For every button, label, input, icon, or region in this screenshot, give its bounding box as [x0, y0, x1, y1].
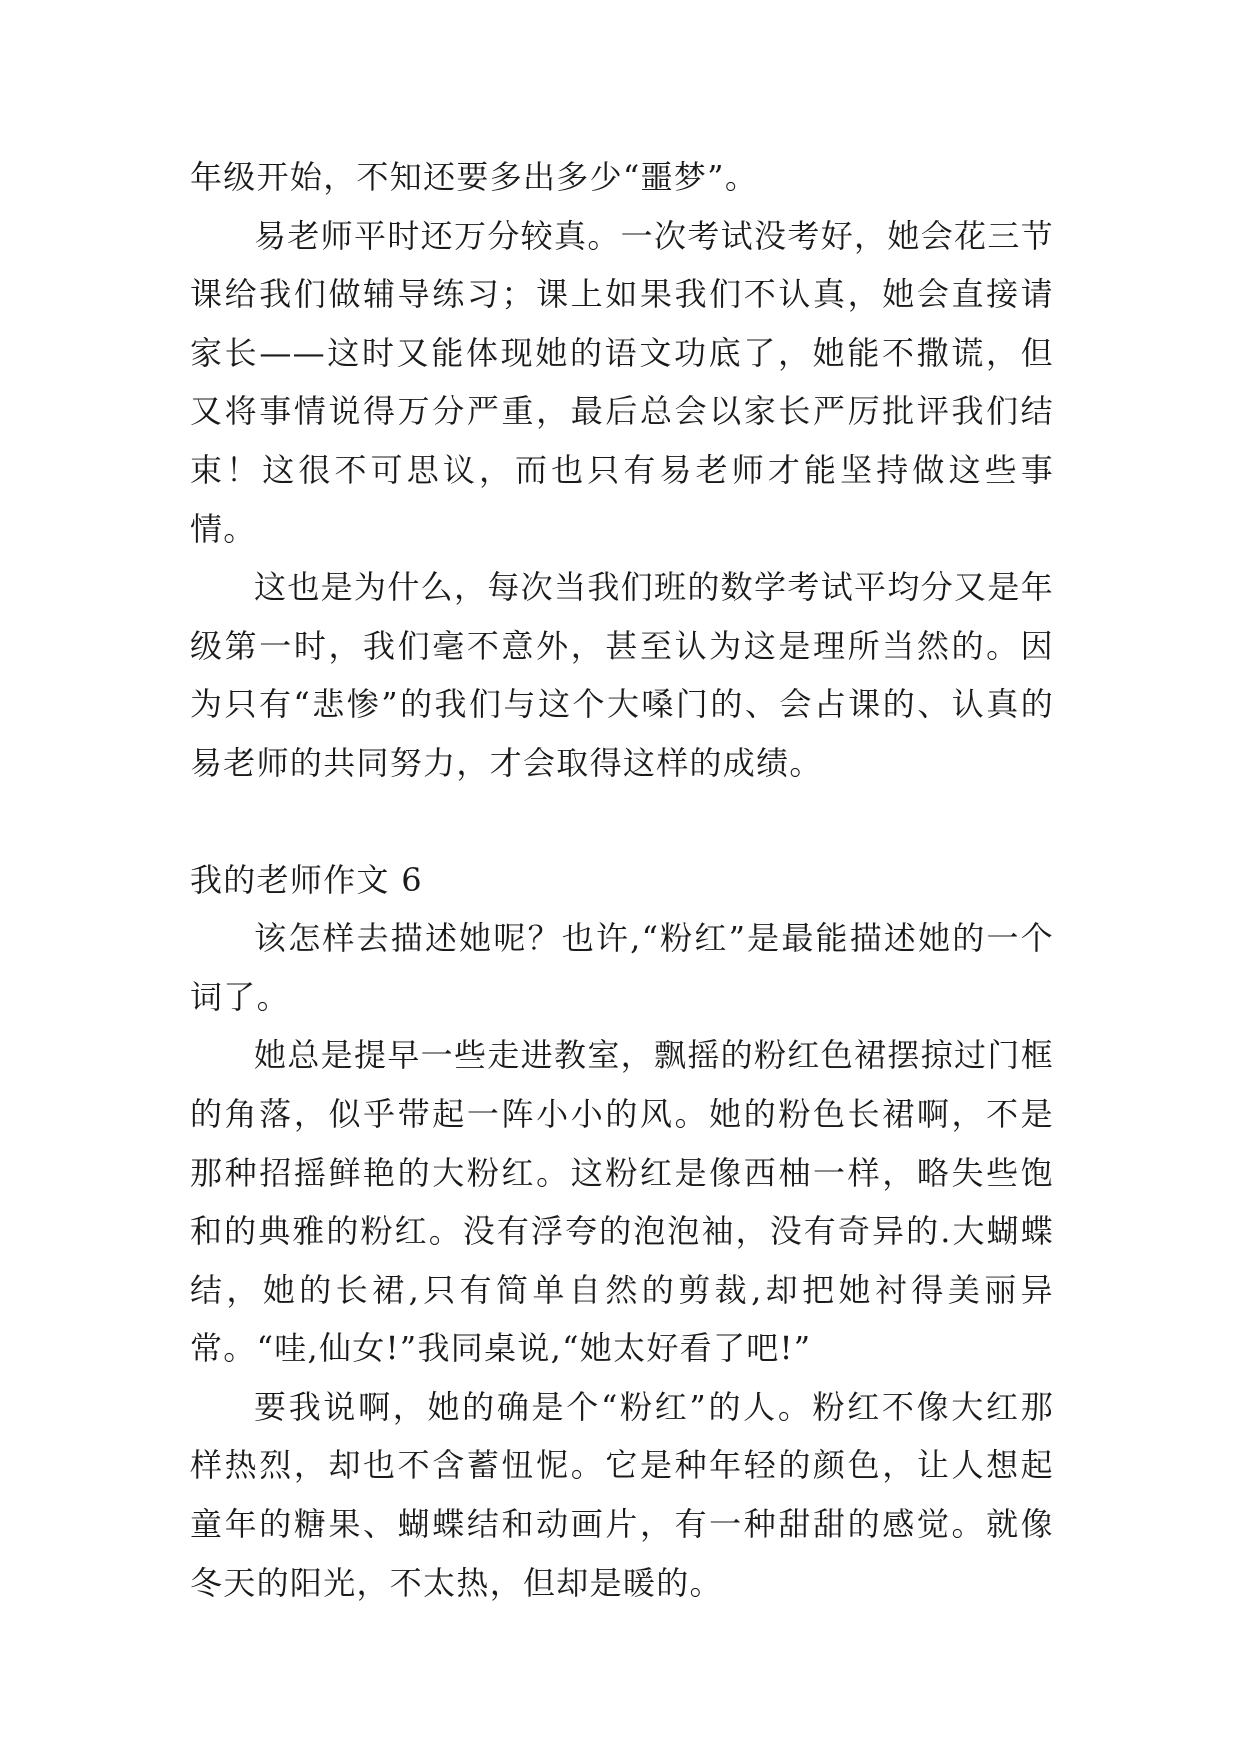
body-paragraph: 这也是为什么，每次当我们班的数学考试平均分又是年级第一时，我们毫不意外，甚至认为这是理所当然的。因为只有“悲惨”的我们与这个大嗓门的、会占课的、认真的易老师的共同努力，才会取得这样的成绩。: [190, 568, 1054, 782]
body-paragraph: 该怎样去描述她呢？也许,“粉红”是最能描述她的一个词了。: [190, 919, 1054, 1016]
body-paragraph: 要我说啊，她的确是个“粉红”的人。粉红不像大红那样热烈，却也不含蓄忸怩。它是种年轻的颜色，让人想起童年的糖果、蝴蝶结和动画片，有一种甜甜的感觉。就像冬天的阳光，不太热，但却是暖的。: [190, 1387, 1054, 1602]
continuation-paragraph: 年级开始，不知还要多出多少“噩梦”。: [190, 158, 759, 196]
document-body: [190, 148, 1054, 1612]
body-paragraph: 她总是提早一些走进教室，飘摇的粉红色裙摆掠过门框的角落，似乎带起一阵小小的风。她的粉色长裙啊，不是那种招摇鲜艳的大粉红。这粉红是像西柚一样，略失些饱和的典雅的粉红。没有浮夸的泡泡袖，没有奇异的.大蝴蝶结，她的长裙,只有简单自然的剪裁,却把她衬得美丽异常。“哇,仙女!”我同桌说,“她太好看了吧!”: [190, 1036, 1054, 1368]
section-heading: 我的老师作文 6: [190, 860, 423, 899]
body-paragraph: 易老师平时还万分较真。一次考试没考好，她会花三节课给我们做辅导练习；课上如果我们不认真，她会直接请家长——这时又能体现她的语文功底了，她能不撒谎，但又将事情说得万分严重，最后总会以家长严厉批评我们结束！这很不可思议，而也只有易老师才能坚持做这些事情。: [190, 216, 1054, 548]
